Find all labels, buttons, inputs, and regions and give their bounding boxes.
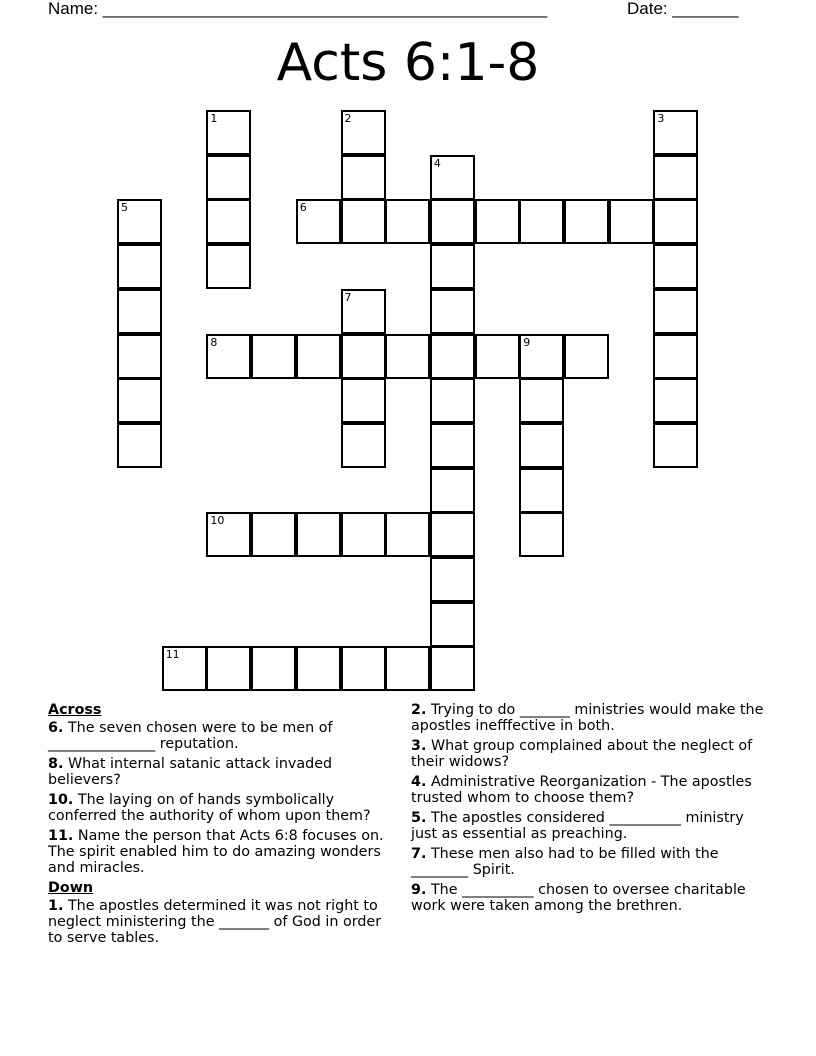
crossword-cell[interactable] [385,334,430,379]
crossword-cell[interactable] [341,646,386,691]
crossword-cell[interactable] [117,378,162,423]
crossword-cell[interactable] [385,512,430,557]
crossword-cell[interactable] [341,512,386,557]
cell-number: 10 [210,514,225,528]
clue-number: 10. [48,792,74,808]
clue-down-7 [411,846,771,878]
clue-across-8 [48,756,398,788]
clue-number: 5. [411,810,427,826]
crossword-cell[interactable] [519,378,564,423]
crossword-cell[interactable] [341,155,386,200]
clues-left-column [48,702,398,950]
crossword-cell[interactable] [609,199,654,244]
crossword-cell[interactable] [251,512,296,557]
crossword-cell[interactable] [430,602,475,647]
clue-text: These men also had to be filled with the ________ Spirit. [411,846,719,878]
cell-number: 1 [210,112,218,125]
crossword-cell[interactable] [206,244,251,289]
clue-down-2 [411,702,771,734]
crossword-cell[interactable] [341,334,386,379]
clue-text: The seven chosen were to be men of _______________ reputation. [48,720,333,752]
clue-text: What group complained about the neglect of their widows? [411,738,753,770]
clue-text: The apostles considered __________ ministry just as essential as preaching. [411,810,744,842]
crossword-cell[interactable] [653,244,698,289]
cell-number: 6 [299,201,307,215]
crossword-cell[interactable] [206,646,251,691]
crossword-cell[interactable] [519,512,564,557]
crossword-cell[interactable] [653,334,698,379]
crossword-cell[interactable] [296,199,341,244]
clue-down-1 [48,898,398,946]
name-field[interactable]: Name: _______________________________________________ [48,0,548,18]
clue-across-11 [48,828,398,876]
crossword-cell[interactable] [430,155,475,200]
crossword-cell[interactable] [117,423,162,468]
clue-number: 7. [411,846,427,862]
cell-number: 7 [344,290,352,304]
crossword-cell[interactable] [296,646,341,691]
clue-text: The laying on of hands symbolically conferred the authority of whom upon them? [48,792,371,824]
cell-number: 5 [121,201,128,215]
crossword-cell[interactable] [430,423,475,468]
crossword-cell[interactable] [430,468,475,513]
clue-text: The apostles determined it was not right to neglect ministering the _______ of God in order to serve tables. [48,898,382,946]
crossword-cell[interactable] [475,334,520,379]
clue-number: 9. [411,882,427,898]
cell-number: 9 [523,335,531,349]
crossword-cell[interactable] [653,423,698,468]
clue-text: Trying to do _______ ministries would make the apostles inefffective in both. [411,702,764,734]
crossword-cell[interactable] [653,289,698,334]
cell-number: 3 [657,112,665,125]
clue-number: 4. [411,774,427,790]
clue-number: 2. [411,702,427,718]
page-title: Acts 6:1-8 [276,33,540,93]
crossword-cell[interactable] [162,646,207,691]
crossword-cell[interactable] [385,646,430,691]
clue-text: The __________ chosen to oversee charitable work were taken among the brethren. [411,882,746,914]
cell-number: 8 [210,335,218,349]
clue-across-10 [48,792,398,824]
clue-number: 6. [48,720,64,736]
crossword-cell[interactable] [206,512,251,557]
crossword-cell[interactable] [653,155,698,200]
cell-number: 4 [433,156,441,170]
clue-text: What internal satanic attack invaded believers? [48,756,333,788]
crossword-cell[interactable] [341,378,386,423]
crossword-cell[interactable] [296,512,341,557]
crossword-cell[interactable] [117,199,162,244]
clue-down-3 [411,738,771,770]
crossword-cell[interactable] [430,512,475,557]
clue-down-9 [411,882,771,914]
clue-number: 3. [411,738,427,754]
crossword-cell[interactable] [117,244,162,289]
clue-number: 8. [48,756,64,772]
crossword-cell[interactable] [385,199,430,244]
crossword-cell[interactable] [296,334,341,379]
cell-number: 11 [165,648,180,662]
clue-number: 1. [48,898,64,914]
clue-down-5 [411,810,771,842]
crossword-cell[interactable] [117,289,162,334]
crossword-cell[interactable] [653,199,698,244]
crossword-cell[interactable] [206,199,251,244]
crossword-cell[interactable] [430,646,475,691]
crossword-cell[interactable] [564,334,609,379]
crossword-cell[interactable] [251,334,296,379]
down-heading: Down [48,880,94,896]
clues-right-column [411,702,771,918]
crossword-cell[interactable] [430,378,475,423]
crossword-cell[interactable] [430,199,475,244]
clue-text: Administrative Reorganization - The apostles trusted whom to choose them? [411,774,752,806]
clue-down-4 [411,774,771,806]
clue-number: 11. [48,828,74,844]
crossword-cell[interactable] [475,199,520,244]
crossword-cell[interactable] [653,110,698,155]
crossword-cell[interactable] [519,423,564,468]
crossword-cell[interactable] [519,334,564,379]
crossword-cell[interactable] [653,378,698,423]
crossword-cell[interactable] [341,289,386,334]
crossword-cell[interactable] [341,110,386,155]
clue-across-6 [48,720,398,752]
crossword-cell[interactable] [519,468,564,513]
crossword-cell[interactable] [341,199,386,244]
crossword-cell[interactable] [519,199,564,244]
crossword-cell[interactable] [564,199,609,244]
date-field[interactable]: Date: _______ [627,0,739,18]
crossword-cell[interactable] [430,334,475,379]
clue-text: Name the person that Acts 6:8 focuses on. The spirit enabled him to do amazing wonders and miracles. [48,828,384,876]
crossword-cell[interactable] [251,646,296,691]
crossword-cell[interactable] [430,557,475,602]
crossword-cell[interactable] [430,244,475,289]
crossword-cell[interactable] [117,334,162,379]
crossword-cell[interactable] [430,289,475,334]
across-heading: Across [48,702,102,718]
crossword-cell[interactable] [206,334,251,379]
crossword-cell[interactable] [341,423,386,468]
cell-number: 2 [344,112,352,125]
crossword-cell[interactable] [206,155,251,200]
crossword-cell[interactable] [206,110,251,155]
